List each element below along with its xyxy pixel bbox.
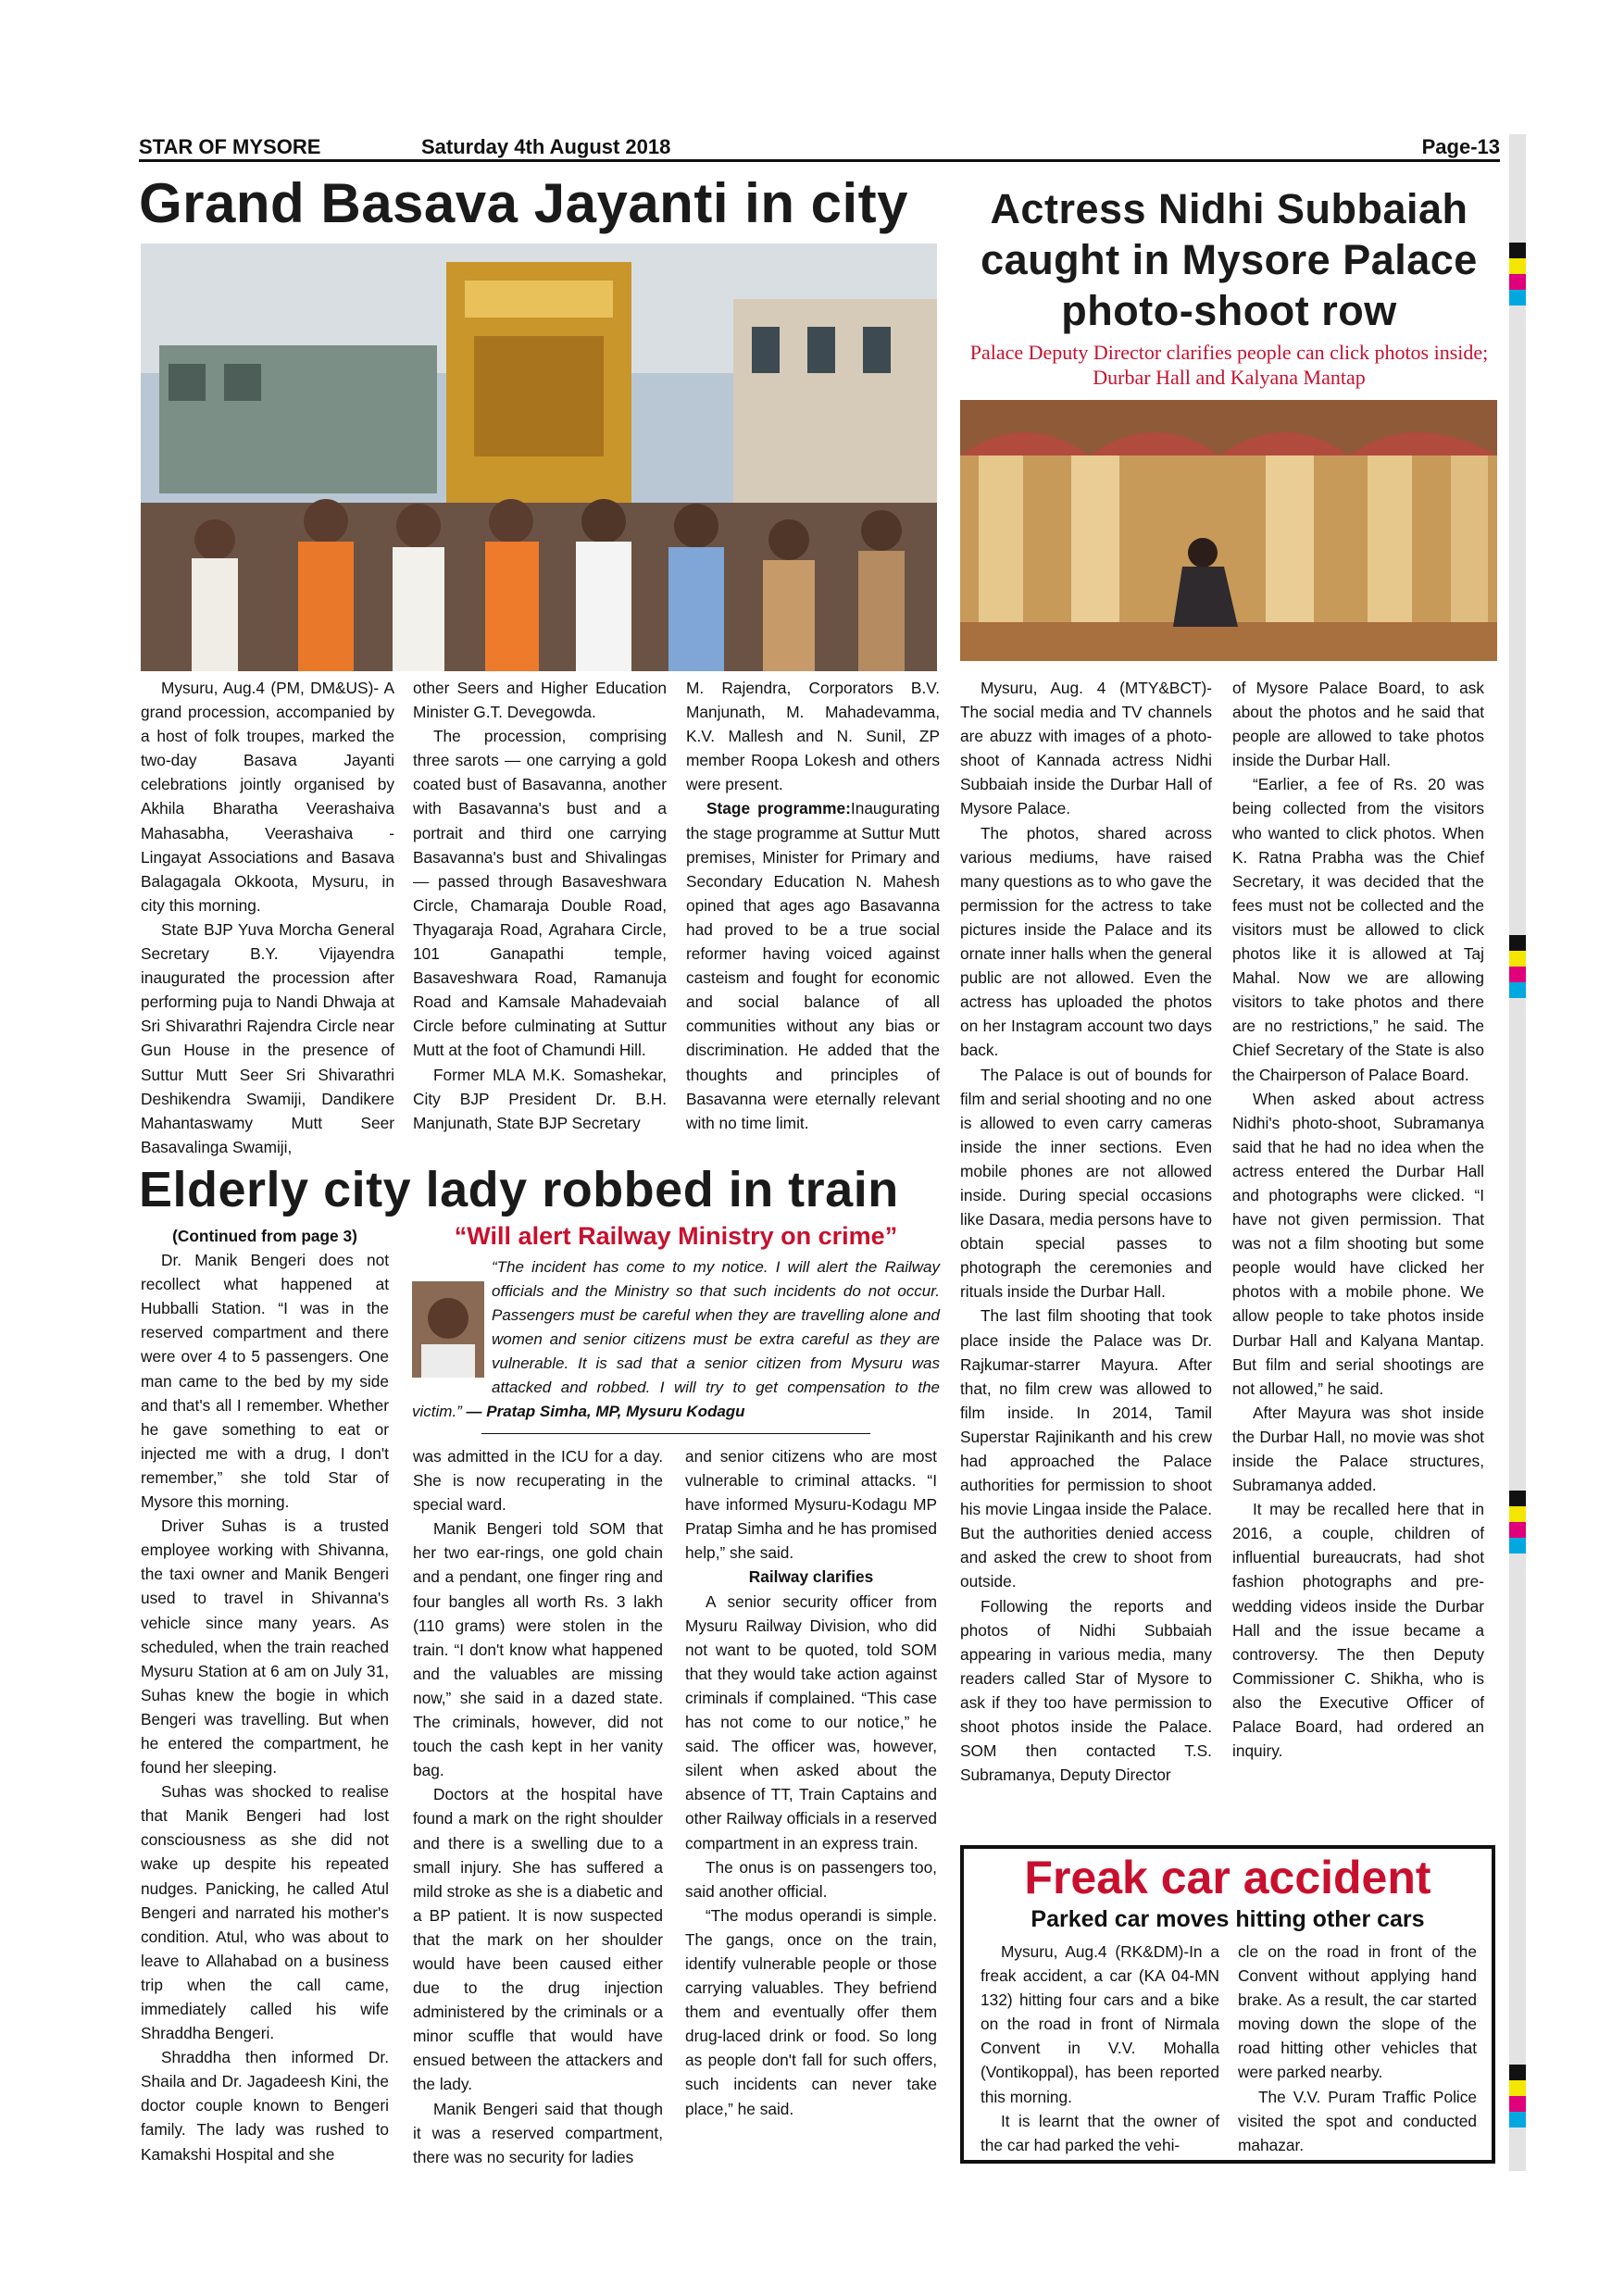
basava-col2-para: The procession, comprising three sarots — one carrying a gold coated bust of Basavanna, another with Basavanna's bust and a portrait and third one carrying Basavanna's bust and Shivalingas — passed through Basaveshwara Circle, Chamaraja Double Road, Thyagaraja Road, Agrahara Circle, 101 Ganapathi temple, Basaveshwara Road, Ramanuja Road and Kamsale Mahadevaiah Circle before culminating at Suttur Mutt at the foot of Chamundi Hill.: [413, 727, 667, 1060]
stage-programme-lead: Stage programme:: [706, 799, 851, 818]
cmyk-marks-4: [1509, 2065, 1526, 2128]
robbed-col3-para: “The modus operandi is simple. The gangs, once on the train, identify vulnerable people or those carrying valuables. They befriend them and eventually offer them drug-laced drink or food. So long as people don't fall for such offers, such incidents can never take place,” he said.: [685, 1905, 937, 2118]
basava-col-3: [686, 676, 940, 1135]
robbed-col-1: [141, 1224, 389, 2166]
robbed-col2-para: Manik Bengeri told SOM that her two ear-rings, one gold chain and a pendant, one finger ring and four bangles all worth Rs. 3 lakh (110 grams) were stolen in the train. “I don't know what happened and the valuables are missing now,” she said in a dazed state. The criminals, however, did not touch the cash kept in her vanity bag.: [413, 1519, 663, 1780]
basava-col-1: [141, 676, 394, 1159]
robbed-col1-para: Shraddha then informed Dr. Shaila and Dr. Jagadeesh Kini, the doctor couple known to Bengeri family. The lady was rushed to Kamakshi Hospital and she: [141, 2048, 389, 2164]
stage-programme-text: Inaugurating the stage programme at Suttur Mutt premises, Minister for Primary and Secondary Education N. Mahesh opined that ages ago Basavanna had proved to be a true social reformer having voiced against casteism and fought for economic and social balance of all communities without any bias or discrimination. He added that the thoughts and principles of Basavanna were eternally relevant with no time limit.: [686, 799, 940, 1132]
basava-col1-para: State BJP Yuva Morcha General Secretary B.Y. Vijayendra inaugurated the procession after performing puja to Nandi Dhwaja at Sri Shivarathri Rajendra Circle near Gun House in the presence of Suttur Mutt Seer Sri Shivarathri Deshikendra Swamiji, Dandikere Mahantaswamy Mutt Seer Basavalinga Swamiji,: [141, 919, 394, 1156]
basava-col2-para: Former MLA M.K. Somashekar, City BJP President Dr. B.H. Manjunath, State BJP Secretary: [413, 1065, 667, 1132]
nidhi-headline: [958, 183, 1500, 336]
registration-strip: [1509, 134, 1526, 2171]
quote-text: “The incident has come to my notice. I will alert the Railway officials and the Ministry so that such incidents do not occur. Passengers must be careful when they are travelling alone and women and senior citizens must be extra careful as they are vulnerable. It is sad that a senior citizen from Mysuru was attacked and robbed. I will try to get compensation to the victim.”: [412, 1258, 940, 1420]
nidhi-col1-para: The photos, shared across various mediums, have raised many questions as to who gave the permission for the actress to take pictures inside the Palace and its ornate inner halls when the general public are not allowed. Even the actress has uploaded the photos on her Instagram account two days back.: [960, 823, 1212, 1060]
continued-note: (Continued from page 3): [172, 1227, 357, 1245]
quote-rule: [481, 1433, 870, 1434]
basava-col1-para: Mysuru, Aug.4 (PM, DM&US)- A grand procession, accompanied by a host of folk troupes, marked the two-day Basava Jayanti celebrations jointly organised by Akhila Bharatha Veerashaiva Mahasabha, Veerashaiva - Lingayat Associations and Basava Balagagala Okkoota, Mysuru, in city this morning.: [141, 679, 394, 915]
nidhi-col2-para: When asked about actress Nidhi's photo-shoot, Subramanya said that he had no idea when the actress entered the Durbar Hall and photographs were clicked. “I have not given permission. That was not a film shooting but some people would have clicked her photos with a mobile phone. We allow people to take photos inside Durbar Hall and Kalyana Mantap. But film and serial shootings are not allowed,” he said.: [1232, 1089, 1484, 1398]
issue-date: Saturday 4th August 2018: [421, 135, 671, 158]
basava-col3-para: [686, 796, 940, 1134]
car-col1-para: Mysuru, Aug.4 (RK&DM)-In a freak accident, a car (KA 04-MN 132) hitting four cars and a bike on the road in front of Nirmala Convent in V.V. Mohalla (Vontikoppal), has been reported this morning.: [981, 1942, 1219, 2106]
masthead-rule: [139, 159, 1500, 162]
robbed-col1-para: Suhas was shocked to realise that Manik Bengeri had lost consciousness as she did not wake up despite his repeated nudges. Panicking, he called Atul Bengeri and narrated his mother's condition. Atul, who was about to leave to Allahabad on a business trip when the call came, immediately called his wife Shraddha Bengeri.: [141, 1782, 389, 2043]
cmyk-marks-3: [1509, 1491, 1526, 1554]
robbed-headline: Elderly city lady robbed in train: [139, 1162, 899, 1217]
nidhi-col1-para: The Palace is out of bounds for film and serial shooting and no one is allowed to even carry cameras inside the inner sections. Even mobile phones are not allowed inside. During special occasions like Dasara, media persons have to obtain special passes to photograph the ceremonies and rituals inside the Durbar Hall.: [960, 1065, 1212, 1302]
quote-attribution: — Pratap Simha, MP, Mysuru Kodagu: [461, 1403, 745, 1420]
cmyk-marks-2: [1509, 935, 1526, 998]
masthead: [139, 130, 1500, 161]
robbed-col1-para: Driver Suhas is a trusted employee working with Shivanna, the taxi owner and Manik Bengeri used to travel in Shivanna's vehicle since many years. As scheduled, when the train reached Mysuru Station at 6 am on July 31, Suhas knew the bogie in which Bengeri was travelling. But when he entered the compartment, he found her sleeping.: [141, 1516, 389, 1778]
nidhi-col2-para: “Earlier, a fee of Rs. 20 was being collected from the visitors who wanted to click photos. When K. Ratna Prabha was the Chief Secretary, it was decided that the fees must not be collected and the visitors must be allowed to click photos like it is allowed at Taj Mahal. Now we are allowing visitors to take photos and there are no restrictions,” he said. The Chief Secretary of the State is also the Chairperson of Palace Board.: [1232, 775, 1484, 1084]
robbed-col2-para: was admitted in the ICU for a day. She is now recuperating in the special ward.: [413, 1447, 663, 1515]
nidhi-col1-para: The last film shooting that took place inside the Palace was Dr. Rajkumar-starrer Mayura. After that, no film crew was allowed to film inside. In 2014, Tamil Superstar Rajinikanth and his crew had approached the Palace authorities for permission to shoot his movie Lingaa inside the Palace. But the authorities denied access and asked the crew to shoot from outside.: [960, 1306, 1212, 1591]
robbed-col3-para: and senior citizens who are most vulnerable to criminal attacks. “I have informed Mysuru-Kodagu MP Pratap Simha and he has promised help,” she said.: [685, 1447, 937, 1563]
basava-col-2: [413, 676, 667, 1135]
page-number: Page-13: [1421, 135, 1500, 158]
durbar-hall-photo: [960, 400, 1497, 661]
paper-name: STAR OF MYSORE: [139, 135, 321, 158]
car-col2-para: The V.V. Puram Traffic Police visited the spot and conducted mahazar.: [1238, 2087, 1477, 2154]
nidhi-col2-para: It may be recalled here that in 2016, a couple, children of influential bureaucrats, had shot fashion photographs and pre-wedding videos inside the Durbar Hall and the issue became a controversy. The then Deputy Commissioner C. Shikha, who is also the Executive Officer of Palace Board, had ordered an inquiry.: [1232, 1500, 1484, 1761]
nidhi-col-1: [960, 676, 1212, 1787]
nidhi-headline-line: photo-shoot row: [1061, 287, 1397, 334]
quote-headline: “Will alert Railway Ministry on crime”: [454, 1222, 898, 1250]
nidhi-subhead: Palace Deputy Director clarifies people can click photos inside; Durbar Hall and Kalyana Mantap: [969, 341, 1489, 389]
nidhi-col2-para: of Mysore Palace Board, to ask about the photos and he said that people are allowed to take photos inside the Durbar Hall.: [1232, 679, 1484, 770]
nidhi-col1-para: Mysuru, Aug. 4 (MTY&BCT)- The social media and TV channels are abuzz with images of a photo-shoot of Kannada actress Nidhi Subbaiah inside the Durbar Hall of Mysore Palace.: [960, 679, 1212, 818]
car-col-1: [981, 1940, 1219, 2157]
robbed-col2-para: Doctors at the hospital have found a mark on the right shoulder and there is a swelling due to a small injury. She has suffered a mild stroke as she is a diabetic and a BP patient. It is now suspected that the mark on her shoulder would have been caused either due to the drug injection administered by the criminals or a minor scuffle that would have ensued between the attackers and the lady.: [413, 1785, 663, 2094]
car-accident-box: [960, 1845, 1495, 2164]
basava-col3-para: M. Rajendra, Corporators B.V. Manjunath, M. Mahadevamma, K.V. Mallesh and N. Sunil, ZP member Roopa Lokesh and others were present.: [686, 679, 940, 794]
cmyk-marks-1: [1509, 243, 1526, 306]
nidhi-col2-para: After Mayura was shot inside the Durbar Hall, no movie was shot inside the Palace structures, Subramanya added.: [1232, 1403, 1484, 1495]
robbed-col2-para: Manik Bengeri said that though it was a reserved compartment, there was no security for ladies: [413, 2099, 663, 2166]
car-headline: Freak car accident: [1024, 1852, 1431, 1903]
car-col2-para: cle on the road in front of the Convent without applying hand brake. As a result, the car started moving down the slope of the road hitting other vehicles that were parked nearby.: [1238, 1942, 1477, 2082]
robbed-col-3: [685, 1444, 937, 2121]
car-col-2: [1238, 1940, 1477, 2157]
robbed-col3-para: The onus is on passengers too, said another official.: [685, 1857, 937, 1901]
basava-headline: Grand Basava Jayanti in city: [139, 172, 909, 234]
car-col1-para: It is learnt that the owner of the car had parked the vehi-: [981, 2111, 1219, 2154]
robbed-col-2: [413, 1444, 663, 2169]
basava-col2-para: other Seers and Higher Education Minister G.T. Devegowda.: [413, 679, 667, 722]
nidhi-headline-line: Actress Nidhi Subbaiah: [990, 185, 1468, 232]
pratap-simha-photo: [412, 1281, 484, 1378]
nidhi-col1-para: Following the reports and photos of Nidhi Subbaiah appearing in various media, many readers called Star of Mysore to ask if they too have permission to shoot photos inside the Palace. SOM then contacted T.S. Subramanya, Deputy Director: [960, 1596, 1212, 1785]
robbed-col3-para: A senior security officer from Mysuru Railway Division, who did not want to be quoted, told SOM that they would take action against criminals if complained. “This case has not come to our notice,” he said. The officer was, however, silent when asked about the absence of TT, Train Captains and other Railway officials in a reserved compartment in an express train.: [685, 1591, 937, 1853]
car-subhead: Parked car moves hitting other cars: [1031, 1906, 1425, 1932]
mp-quote-box: [412, 1220, 940, 1434]
nidhi-headline-line: caught in Mysore Palace: [981, 236, 1478, 283]
robbed-col1-para: Dr. Manik Bengeri does not recollect what happened at Hubballi Station. “I was in the reserved compartment and there were over 4 to 5 passengers. One man came to the bed by my side and that's all I remember. Whether he gave something to eat or injected me with a drug, I don't remember,” she told Star of Mysore this morning.: [141, 1251, 389, 1512]
quote-body: [412, 1255, 940, 1424]
procession-photo: [141, 243, 937, 671]
nidhi-col-2: [1232, 676, 1484, 1763]
railway-clarifies-subhead: Railway clarifies: [748, 1567, 874, 1587]
